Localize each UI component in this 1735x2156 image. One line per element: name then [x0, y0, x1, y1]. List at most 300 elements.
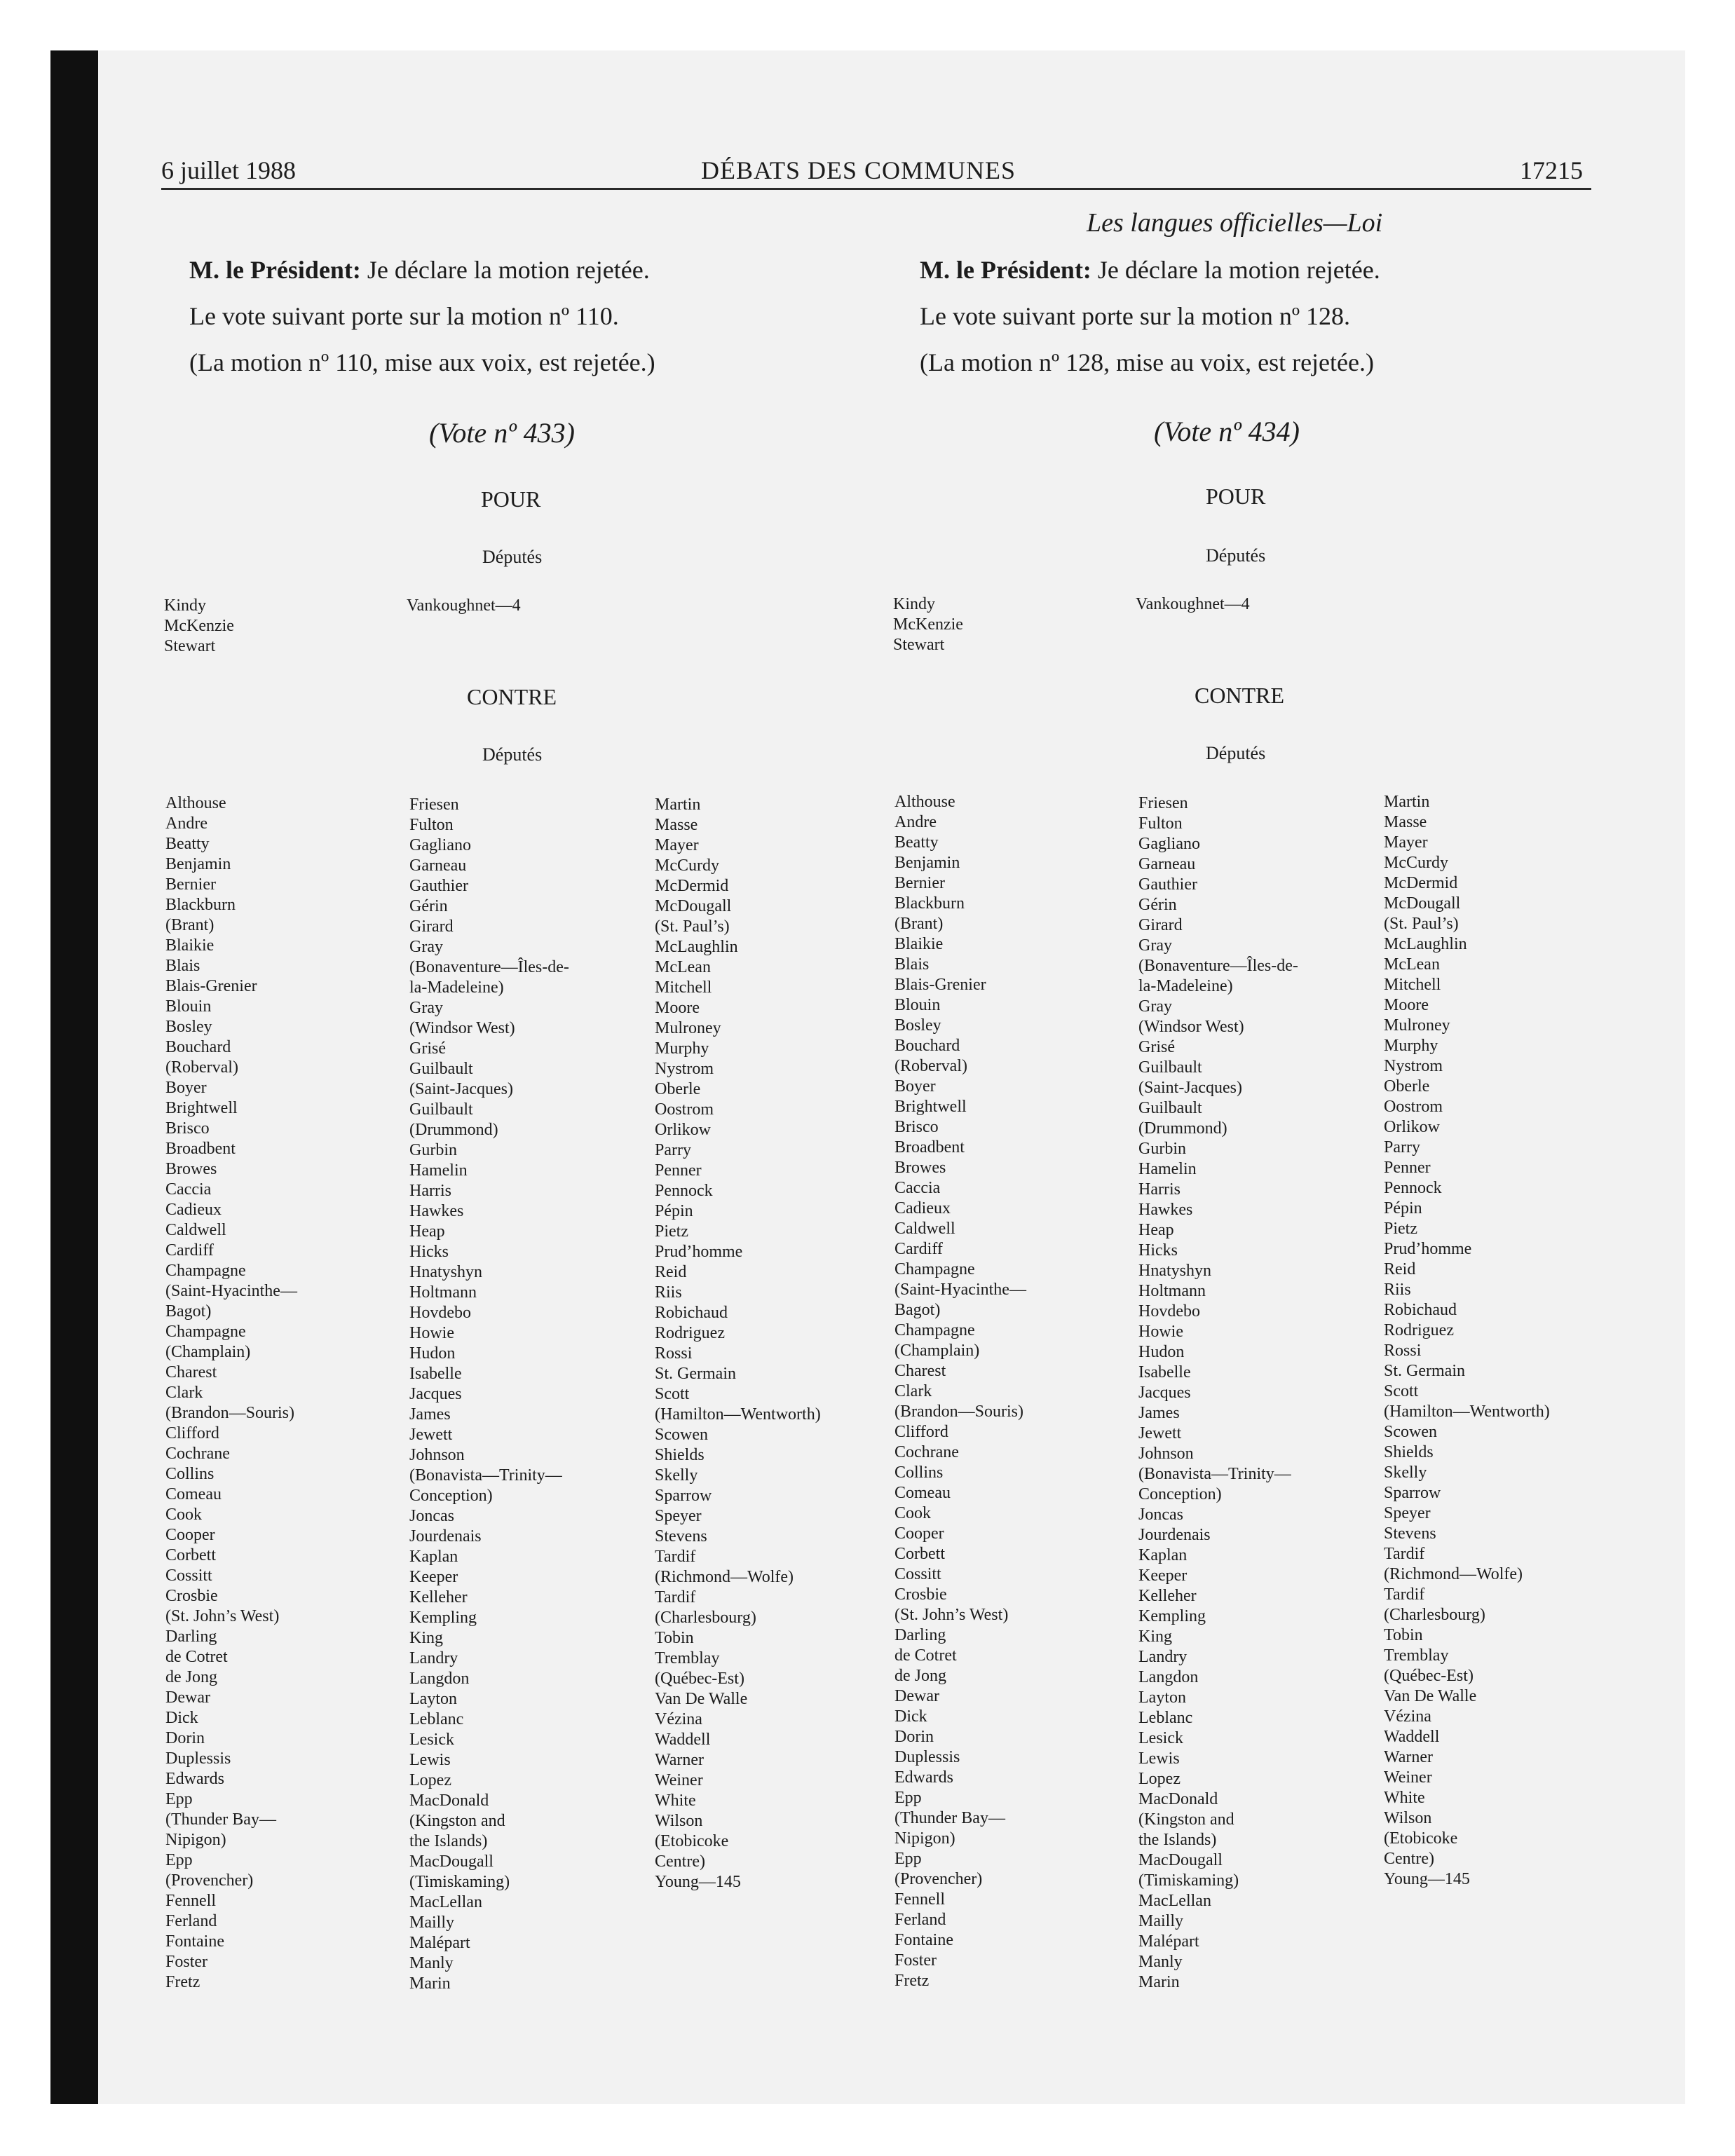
- member-name: Joncas: [1138, 1506, 1183, 1524]
- member-name: Oostrom: [1384, 1098, 1443, 1116]
- member-name: Darling: [165, 1628, 217, 1646]
- contre-heading: CONTRE: [1195, 683, 1284, 708]
- member-name: Boyer: [165, 1079, 207, 1097]
- member-name: Dewar: [894, 1687, 939, 1705]
- contre-heading: CONTRE: [467, 684, 557, 709]
- member-name: Heap: [409, 1222, 445, 1241]
- member-name: King: [1138, 1628, 1172, 1646]
- member-name: Tobin: [655, 1629, 694, 1647]
- member-name: Langdon: [409, 1670, 470, 1688]
- member-name: Bosley: [165, 1018, 212, 1036]
- member-name: Jourdenais: [409, 1527, 482, 1546]
- member-name: Rodriguez: [655, 1324, 725, 1342]
- member-name: Prud’homme: [655, 1243, 743, 1261]
- member-name: Leblanc: [1138, 1709, 1193, 1727]
- member-name: Broadbent: [165, 1140, 236, 1158]
- member-name: Hamelin: [409, 1161, 468, 1180]
- member-name: Jourdenais: [1138, 1526, 1211, 1544]
- member-name: King: [409, 1629, 443, 1647]
- member-name: (Saint-Hyacinthe—: [894, 1281, 1026, 1299]
- member-name: Kindy: [893, 595, 935, 613]
- member-name: de Jong: [165, 1668, 217, 1686]
- member-name: Scowen: [655, 1426, 708, 1444]
- member-name: Oberle: [655, 1080, 701, 1098]
- member-name: McDermid: [1384, 874, 1458, 892]
- member-name: Prud’homme: [1384, 1240, 1472, 1258]
- member-name: Lopez: [1138, 1770, 1181, 1788]
- member-name: (Charlesbourg): [1384, 1606, 1485, 1624]
- member-name: Blais: [165, 957, 200, 975]
- member-name: Johnson: [409, 1446, 465, 1464]
- member-name: Darling: [894, 1626, 946, 1644]
- member-name: (Etobicoke: [1384, 1829, 1458, 1848]
- member-name: Reid: [1384, 1260, 1416, 1278]
- member-name: Broadbent: [894, 1138, 965, 1157]
- member-name: Jewett: [409, 1426, 453, 1444]
- member-name: Dewar: [165, 1688, 210, 1707]
- member-name: Scowen: [1384, 1423, 1437, 1441]
- member-name: Robichaud: [1384, 1301, 1457, 1319]
- motion-result-text: (La motion nº 128, mise au voix, est rejetée.): [920, 348, 1374, 376]
- speaker-label: M. le Président:: [920, 256, 1091, 284]
- deputes-heading: Députés: [482, 547, 543, 567]
- member-name: (Brandon—Souris): [165, 1404, 294, 1422]
- member-name: Browes: [894, 1159, 946, 1177]
- member-name: Gurbin: [1138, 1140, 1186, 1158]
- member-name: Gray: [409, 938, 443, 956]
- member-name: (St. John’s West): [165, 1607, 280, 1625]
- member-name: Gray: [409, 999, 443, 1017]
- member-name: Howie: [1138, 1323, 1183, 1341]
- member-name: (Québec-Est): [1384, 1667, 1474, 1685]
- member-name: Malépart: [1138, 1932, 1199, 1951]
- member-name: Sparrow: [655, 1487, 712, 1505]
- member-name: Mayer: [655, 836, 699, 854]
- member-name: Stewart: [893, 636, 945, 654]
- member-name: Malépart: [409, 1934, 470, 1952]
- member-name: Howie: [409, 1324, 454, 1342]
- member-name: Dick: [894, 1707, 927, 1726]
- member-name: (St. Paul’s): [1384, 915, 1459, 933]
- member-name: Pennock: [1384, 1179, 1442, 1197]
- member-name: Grisé: [1138, 1038, 1175, 1056]
- member-name: Fretz: [894, 1972, 930, 1990]
- member-name: Brightwell: [165, 1099, 238, 1117]
- member-name: (Windsor West): [409, 1019, 515, 1037]
- pour-list: [407, 596, 521, 616]
- member-name: Isabelle: [409, 1365, 462, 1383]
- member-name: Masse: [1384, 813, 1427, 831]
- contre-list: [165, 793, 297, 1993]
- member-name: Vézina: [1384, 1707, 1431, 1726]
- member-name: (Champlain): [894, 1342, 980, 1360]
- member-name: Heap: [1138, 1221, 1174, 1239]
- member-name: (Bonaventure—Îles-de-: [1138, 957, 1298, 975]
- member-name: MacLellan: [1138, 1892, 1211, 1910]
- member-name: Collins: [165, 1465, 215, 1483]
- member-name: Gauthier: [1138, 875, 1197, 894]
- member-name: Murphy: [1384, 1037, 1438, 1055]
- member-name: White: [1384, 1789, 1425, 1807]
- member-name: Charest: [165, 1363, 217, 1381]
- header-rule: [161, 188, 1591, 190]
- speaker-text: Je déclare la motion rejetée.: [1091, 256, 1380, 284]
- member-name: Blais: [894, 955, 930, 974]
- member-name: Blais-Grenier: [165, 977, 257, 995]
- member-name: (Charlesbourg): [655, 1609, 756, 1627]
- member-name: Robichaud: [655, 1304, 728, 1322]
- member-name: Epp: [165, 1851, 193, 1869]
- pour-heading: POUR: [1206, 484, 1266, 509]
- member-name: Grisé: [409, 1039, 446, 1058]
- member-name: Rossi: [655, 1344, 693, 1363]
- member-name: (Brandon—Souris): [894, 1403, 1023, 1421]
- member-name: Blouin: [894, 996, 941, 1014]
- member-name: (St. Paul’s): [655, 917, 730, 936]
- member-name: Pépin: [655, 1202, 693, 1220]
- member-name: de Cotret: [894, 1646, 957, 1665]
- member-name: Holtmann: [409, 1283, 477, 1302]
- pour-heading: POUR: [481, 486, 541, 512]
- member-name: Pépin: [1384, 1199, 1422, 1217]
- member-name: McDougall: [1384, 894, 1461, 913]
- member-name: Scott: [655, 1385, 690, 1403]
- member-name: la-Madeleine): [1138, 977, 1233, 995]
- member-name: Mailly: [1138, 1912, 1183, 1930]
- member-name: Girard: [409, 917, 454, 936]
- member-name: McCurdy: [655, 857, 719, 875]
- member-name: (Etobicoke: [655, 1832, 729, 1850]
- member-name: Caccia: [165, 1180, 212, 1199]
- member-name: Beatty: [894, 833, 939, 852]
- member-name: Clark: [165, 1384, 203, 1402]
- member-name: St. Germain: [1384, 1362, 1465, 1380]
- member-name: MacLellan: [409, 1893, 482, 1911]
- member-name: Gurbin: [409, 1141, 457, 1159]
- member-name: Pietz: [1384, 1220, 1417, 1238]
- member-name: Weiner: [1384, 1768, 1432, 1787]
- member-name: Fennell: [894, 1890, 945, 1909]
- member-name: Gauthier: [409, 877, 468, 895]
- member-name: Dorin: [165, 1729, 205, 1747]
- member-name: Hudon: [1138, 1343, 1185, 1361]
- member-name: McLaughlin: [655, 938, 738, 956]
- member-name: Kelleher: [409, 1588, 468, 1606]
- member-name: (Brant): [894, 915, 944, 933]
- vote-title: (Vote nº 434): [1154, 416, 1300, 447]
- member-name: Epp: [894, 1789, 922, 1807]
- member-name: Guilbault: [409, 1060, 473, 1078]
- member-name: Kaplan: [409, 1548, 458, 1566]
- header-date: 6 juillet 1988: [161, 156, 296, 184]
- member-name: Rossi: [1384, 1342, 1422, 1360]
- member-name: Langdon: [1138, 1668, 1199, 1686]
- header-title: DÉBATS DES COMMUNES: [701, 156, 1016, 184]
- member-name: Riis: [1384, 1281, 1411, 1299]
- member-name: Keeper: [409, 1568, 458, 1586]
- member-name: Mitchell: [1384, 976, 1441, 994]
- header-page-number: 17215: [1520, 156, 1583, 184]
- member-name: Foster: [894, 1951, 937, 1970]
- member-name: (Drummond): [1138, 1119, 1227, 1138]
- right-intro: [920, 247, 1621, 386]
- member-name: (Provencher): [894, 1870, 983, 1888]
- contre-list: [894, 792, 1026, 1991]
- member-name: Vankoughnet—4: [407, 596, 521, 615]
- member-name: Cooper: [165, 1526, 215, 1544]
- deputes-heading: Députés: [1206, 545, 1266, 566]
- contre-list: [1384, 792, 1550, 1890]
- speaker-label: M. le Président:: [189, 256, 361, 284]
- member-name: la-Madeleine): [409, 978, 504, 997]
- member-name: Jacques: [409, 1385, 462, 1403]
- member-name: Riis: [655, 1283, 682, 1302]
- member-name: (Thunder Bay—: [894, 1809, 1005, 1827]
- member-name: Tremblay: [655, 1649, 720, 1667]
- section-subheading: Les langues officielles—Loi: [1087, 208, 1383, 238]
- member-name: Sparrow: [1384, 1484, 1441, 1502]
- member-name: Cook: [894, 1504, 932, 1522]
- member-name: Garneau: [1138, 855, 1196, 873]
- member-name: Harris: [1138, 1180, 1181, 1199]
- member-name: McLean: [655, 958, 711, 976]
- member-name: Waddell: [1384, 1728, 1440, 1746]
- member-name: Pennock: [655, 1182, 713, 1200]
- member-name: Bouchard: [165, 1038, 231, 1056]
- member-name: Fretz: [165, 1973, 200, 1991]
- member-name: Holtmann: [1138, 1282, 1206, 1300]
- member-name: Fennell: [165, 1892, 216, 1910]
- member-name: Nipigon): [165, 1831, 226, 1849]
- member-name: Bagot): [894, 1301, 941, 1319]
- member-name: Leblanc: [409, 1710, 464, 1728]
- speaker-statement: [189, 247, 890, 293]
- member-name: Tobin: [1384, 1626, 1423, 1644]
- member-name: Manly: [409, 1954, 454, 1972]
- member-name: Beatty: [165, 835, 210, 853]
- member-name: Cossitt: [894, 1565, 941, 1583]
- member-name: Oberle: [1384, 1077, 1430, 1096]
- member-name: Martin: [1384, 793, 1430, 811]
- member-name: Guilbault: [1138, 1099, 1202, 1117]
- member-name: Andre: [894, 813, 937, 831]
- member-name: Kempling: [409, 1609, 477, 1627]
- member-name: White: [655, 1792, 696, 1810]
- member-name: Hovdebo: [409, 1304, 471, 1322]
- member-name: Conception): [409, 1487, 493, 1505]
- member-name: Tremblay: [1384, 1646, 1449, 1665]
- member-name: (Windsor West): [1138, 1018, 1244, 1036]
- member-name: Edwards: [165, 1770, 224, 1788]
- member-name: (Timiskaming): [1138, 1871, 1239, 1890]
- contre-list: [1138, 793, 1298, 1993]
- member-name: Hicks: [1138, 1241, 1178, 1260]
- deputes-heading: Députés: [1206, 743, 1266, 763]
- member-name: MacDonald: [1138, 1790, 1218, 1808]
- member-name: Champagne: [894, 1260, 975, 1278]
- pour-list: [164, 596, 234, 657]
- member-name: Friesen: [1138, 794, 1188, 812]
- member-name: Hnatyshyn: [409, 1263, 482, 1281]
- member-name: Orlikow: [1384, 1118, 1440, 1136]
- member-name: Van De Walle: [1384, 1687, 1477, 1705]
- member-name: Cardiff: [894, 1240, 943, 1258]
- member-name: Champagne: [165, 1262, 246, 1280]
- member-name: Blaikie: [165, 936, 215, 955]
- member-name: Lesick: [409, 1731, 454, 1749]
- member-name: Gagliano: [409, 836, 471, 854]
- member-name: Stewart: [164, 637, 216, 655]
- contre-list: [655, 795, 821, 1892]
- member-name: Gray: [1138, 936, 1172, 955]
- member-name: Mayer: [1384, 833, 1428, 852]
- member-name: Gérin: [409, 897, 448, 915]
- member-name: Young—145: [655, 1873, 741, 1891]
- member-name: Cochrane: [894, 1443, 959, 1461]
- member-name: (Richmond—Wolfe): [655, 1568, 794, 1586]
- member-name: Champagne: [894, 1321, 975, 1339]
- member-name: Bernier: [894, 874, 945, 892]
- member-name: Orlikow: [655, 1121, 711, 1139]
- member-name: Fontaine: [894, 1931, 953, 1949]
- member-name: Tardif: [1384, 1545, 1425, 1563]
- member-name: Corbett: [165, 1546, 216, 1564]
- member-name: Fulton: [409, 816, 454, 834]
- member-name: Gérin: [1138, 896, 1177, 914]
- member-name: Bernier: [165, 875, 216, 894]
- member-name: Stevens: [1384, 1524, 1436, 1543]
- member-name: Penner: [655, 1161, 702, 1180]
- pour-list: [1136, 594, 1250, 615]
- member-name: Van De Walle: [655, 1690, 748, 1708]
- member-name: Cochrane: [165, 1445, 230, 1463]
- member-name: Browes: [165, 1160, 217, 1178]
- member-name: Benjamin: [894, 854, 960, 872]
- member-name: MacDonald: [409, 1792, 489, 1810]
- member-name: Conception): [1138, 1485, 1222, 1503]
- left-intro: [189, 247, 890, 386]
- member-name: Nystrom: [1384, 1057, 1443, 1075]
- member-name: Pietz: [655, 1222, 688, 1241]
- member-name: (Thunder Bay—: [165, 1810, 276, 1829]
- member-name: Speyer: [1384, 1504, 1431, 1522]
- member-name: Hicks: [409, 1243, 449, 1261]
- pour-list: [893, 594, 963, 655]
- member-name: Dorin: [894, 1728, 934, 1746]
- member-name: (Brant): [165, 916, 215, 934]
- member-name: Cossitt: [165, 1567, 212, 1585]
- member-name: Manly: [1138, 1953, 1183, 1971]
- member-name: Cook: [165, 1506, 203, 1524]
- member-name: de Cotret: [165, 1648, 228, 1666]
- member-name: (Bonaventure—Îles-de-: [409, 958, 569, 976]
- member-name: Cadieux: [165, 1201, 222, 1219]
- member-name: Garneau: [409, 857, 467, 875]
- member-name: (Saint-Hyacinthe—: [165, 1282, 297, 1300]
- next-vote-text: Le vote suivant porte sur la motion nº 128.: [920, 302, 1351, 330]
- member-name: Mitchell: [655, 978, 712, 997]
- member-name: (Roberval): [894, 1057, 967, 1075]
- member-name: Duplessis: [165, 1749, 231, 1768]
- member-name: Centre): [1384, 1850, 1434, 1868]
- member-name: Brisco: [894, 1118, 939, 1136]
- member-name: Gray: [1138, 997, 1172, 1016]
- member-name: Clark: [894, 1382, 932, 1400]
- member-name: (Timiskaming): [409, 1873, 510, 1891]
- next-vote-text: Le vote suivant porte sur la motion nº 110.: [189, 302, 619, 330]
- member-name: Speyer: [655, 1507, 702, 1525]
- member-name: (Kingston and: [409, 1812, 505, 1830]
- member-name: Benjamin: [165, 855, 231, 873]
- member-name: Dick: [165, 1709, 198, 1727]
- member-name: Cardiff: [165, 1241, 214, 1260]
- member-name: (Hamilton—Wentworth): [1384, 1403, 1550, 1421]
- member-name: Scott: [1384, 1382, 1419, 1400]
- member-name: Kindy: [164, 596, 206, 615]
- member-name: Martin: [655, 796, 701, 814]
- member-name: (Drummond): [409, 1121, 498, 1139]
- speaker-statement: [920, 247, 1621, 293]
- member-name: (Roberval): [165, 1058, 238, 1077]
- member-name: Blouin: [165, 997, 212, 1016]
- member-name: Moore: [655, 999, 700, 1017]
- member-name: Rodriguez: [1384, 1321, 1454, 1339]
- member-name: McDermid: [655, 877, 729, 895]
- member-name: Stevens: [655, 1527, 707, 1546]
- member-name: McKenzie: [164, 617, 234, 635]
- member-name: Corbett: [894, 1545, 945, 1563]
- member-name: Johnson: [1138, 1445, 1194, 1463]
- member-name: Crosbie: [894, 1585, 947, 1604]
- member-name: the Islands): [409, 1832, 488, 1850]
- member-name: Andre: [165, 814, 207, 833]
- member-name: Marin: [1138, 1973, 1180, 1991]
- member-name: St. Germain: [655, 1365, 736, 1383]
- member-name: Blackburn: [165, 896, 236, 914]
- member-name: Comeau: [165, 1485, 222, 1503]
- member-name: Charest: [894, 1362, 946, 1380]
- member-name: Nystrom: [655, 1060, 714, 1078]
- member-name: Foster: [165, 1953, 207, 1971]
- member-name: Warner: [1384, 1748, 1434, 1766]
- member-name: Cooper: [894, 1524, 944, 1543]
- member-name: Lewis: [409, 1751, 451, 1769]
- speaker-text: Je déclare la motion rejetée.: [360, 256, 650, 284]
- member-name: Girard: [1138, 916, 1183, 934]
- member-name: Wilson: [655, 1812, 703, 1830]
- member-name: Epp: [165, 1790, 193, 1808]
- member-name: Bouchard: [894, 1037, 960, 1055]
- member-name: McCurdy: [1384, 854, 1448, 872]
- member-name: Skelly: [1384, 1464, 1427, 1482]
- member-name: Bosley: [894, 1016, 941, 1035]
- member-name: Blais-Grenier: [894, 976, 986, 994]
- member-name: Parry: [1384, 1138, 1420, 1157]
- member-name: Hovdebo: [1138, 1302, 1200, 1321]
- member-name: Mailly: [409, 1913, 454, 1932]
- member-name: Tardif: [1384, 1585, 1425, 1604]
- member-name: Blaikie: [894, 935, 944, 953]
- member-name: Fulton: [1138, 814, 1183, 833]
- member-name: (Hamilton—Wentworth): [655, 1405, 821, 1424]
- member-name: Hamelin: [1138, 1160, 1197, 1178]
- member-name: (Richmond—Wolfe): [1384, 1565, 1523, 1583]
- member-name: Hawkes: [409, 1202, 464, 1220]
- member-name: Mulroney: [655, 1019, 721, 1037]
- member-name: Tardif: [655, 1588, 696, 1606]
- member-name: Ferland: [165, 1912, 217, 1930]
- member-name: McLaughlin: [1384, 935, 1467, 953]
